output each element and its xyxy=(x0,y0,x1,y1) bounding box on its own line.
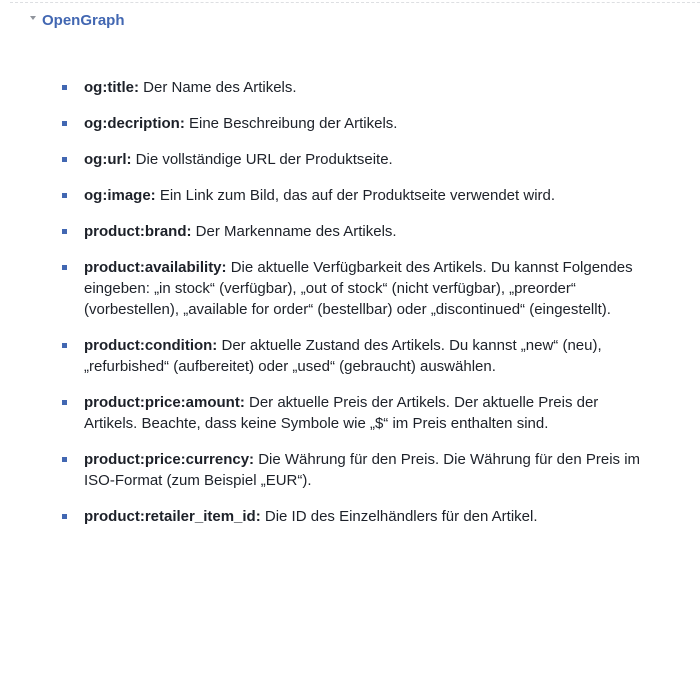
property-description: Die ID des Einzelhändlers für den Artikel. xyxy=(260,508,538,525)
collapse-triangle-icon xyxy=(30,16,36,20)
square-bullet-icon xyxy=(62,85,67,90)
property-key: product:brand: xyxy=(84,223,192,240)
property-list xyxy=(62,77,642,542)
list-item xyxy=(62,185,642,206)
square-bullet-icon xyxy=(62,457,67,462)
property-description: Die vollständige URL der Produktseite. xyxy=(131,151,393,168)
list-item xyxy=(62,335,642,377)
square-bullet-icon xyxy=(62,229,67,234)
square-bullet-icon xyxy=(62,193,67,198)
property-key: og:decription: xyxy=(84,115,185,132)
property-key: product:retailer_item_id: xyxy=(84,508,261,525)
square-bullet-icon xyxy=(62,514,67,519)
property-description: Die Währung für den Preis. Die Währung für den Preis im ISO-Format (zum Beispiel „EUR“). xyxy=(84,451,641,489)
section-divider xyxy=(10,2,700,3)
property-description: Der aktuelle Preis der Artikels. Der aktuelle Preis der Artikels. Beachte, dass keine Symbole wie „$“ im Preis enthalten sind. xyxy=(84,394,599,432)
property-description: Die aktuelle Verfügbarkeit des Artikels. Du kannst Folgendes eingeben: „in stock“ (verfügbar), „out of stock“ (nicht verfügbar), „preorder“ (vorbestellen), „available for order“ (bestellbar) oder „discontinued“ (eingestellt). xyxy=(84,259,633,318)
list-item xyxy=(62,113,642,134)
list-item xyxy=(62,449,642,491)
property-key: product:price:amount: xyxy=(84,394,245,411)
property-key: og:image: xyxy=(84,187,156,204)
property-key: og:url: xyxy=(84,151,132,168)
section-title: OpenGraph xyxy=(42,12,125,29)
property-description: Eine Beschreibung der Artikels. xyxy=(184,115,398,132)
property-description: Der aktuelle Zustand des Artikels. Du kannst „new“ (neu), „refurbished“ (aufbereitet) oder „used“ (gebraucht) auswählen. xyxy=(84,337,602,375)
property-description: Der Name des Artikels. xyxy=(138,79,297,96)
property-key: product:availability: xyxy=(84,259,227,276)
square-bullet-icon xyxy=(62,157,67,162)
list-item xyxy=(62,257,642,320)
property-description: Ein Link zum Bild, das auf der Produktseite verwendet wird. xyxy=(155,187,556,204)
opengraph-section-toggle[interactable] xyxy=(30,12,125,29)
list-item xyxy=(62,221,642,242)
list-item xyxy=(62,149,642,170)
property-key: product:price:currency: xyxy=(84,451,255,468)
property-key: og:title: xyxy=(84,79,139,96)
list-item xyxy=(62,392,642,434)
square-bullet-icon xyxy=(62,343,67,348)
property-description: Der Markenname des Artikels. xyxy=(191,223,397,240)
square-bullet-icon xyxy=(62,265,67,270)
square-bullet-icon xyxy=(62,121,67,126)
list-item xyxy=(62,506,642,527)
list-item xyxy=(62,77,642,98)
square-bullet-icon xyxy=(62,400,67,405)
property-key: product:condition: xyxy=(84,337,218,354)
